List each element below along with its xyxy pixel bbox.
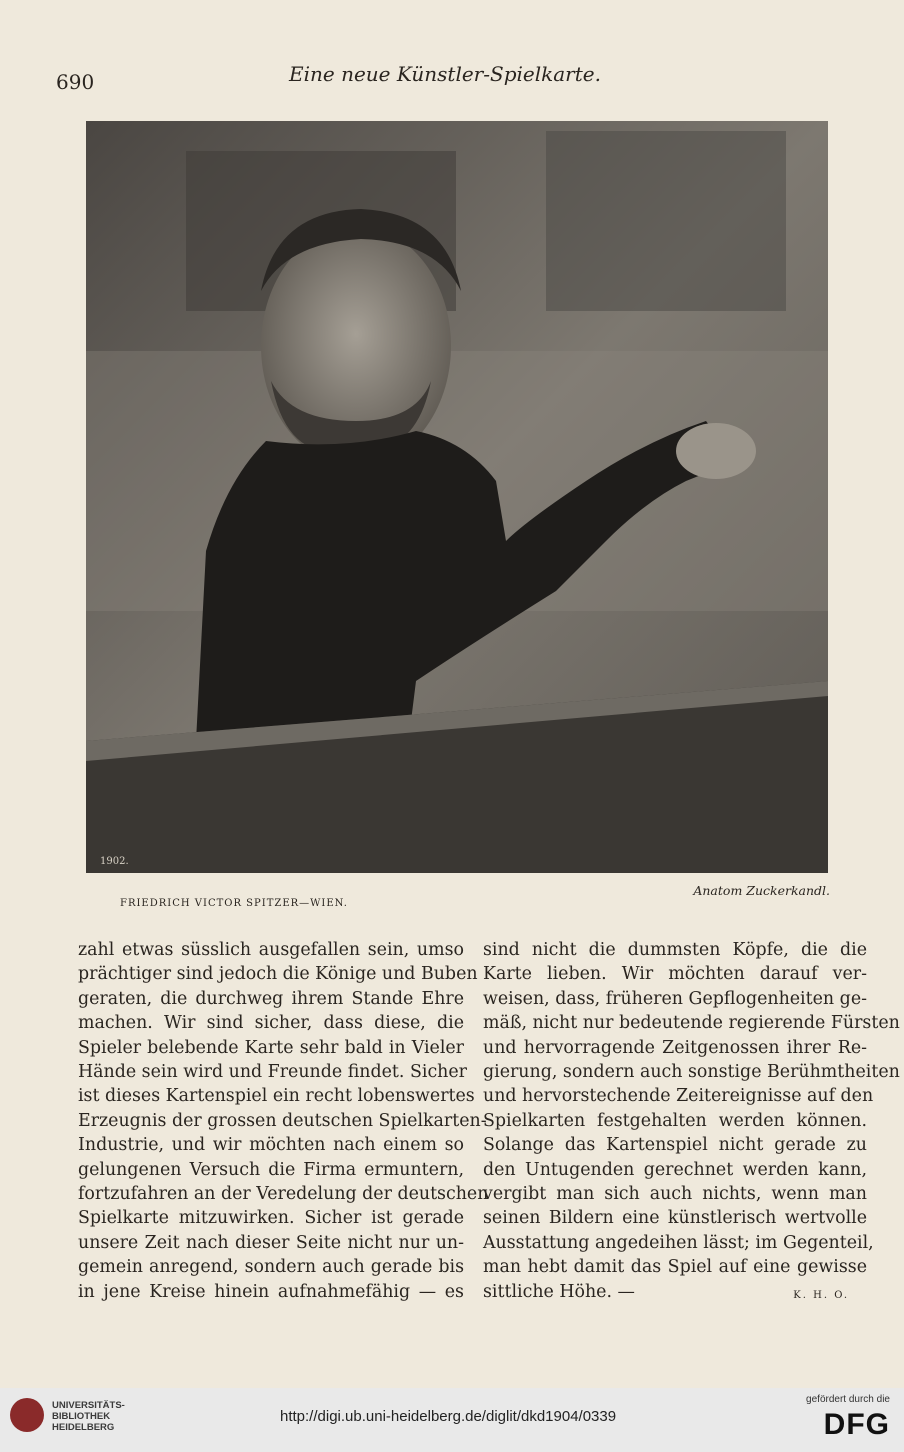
text-line: mäß, nicht nur bedeutende regierende Fürsten [483, 1013, 900, 1034]
text-line: Spieler belebende Karte sehr bald in Vieler [78, 1037, 464, 1058]
text-line: und hervorragende Zeitgenossen ihrer Re- [483, 1037, 867, 1058]
text-line: weisen, dass, früheren Gepflogenheiten ge- [483, 988, 867, 1009]
right-text-column [483, 938, 900, 1304]
text-line: unsere Zeit nach dieser Seite nicht nur un- [78, 1232, 464, 1253]
text-line: Karte lieben. Wir möchten darauf ver- [483, 964, 867, 985]
text-line: sittliche Höhe. — [483, 1281, 635, 1302]
dfg-logo: DFG [823, 1408, 890, 1441]
text-line: geraten, die durchweg ihrem Stande Ehre [78, 988, 464, 1009]
text-line: gemein anregend, sondern auch gerade bis [78, 1257, 464, 1278]
photo-monogram: 1902. [100, 856, 129, 867]
text-line: machen. Wir sind sicher, dass diese, die [78, 1013, 464, 1034]
text-line: prächtiger sind jedoch die Könige und Buben [78, 964, 478, 985]
figure-title: Anatom Zuckerkandl. [693, 883, 830, 898]
text-line: Spielkarten festgehalten werden können. [483, 1110, 867, 1131]
text-line: den Untugenden gerechnet werden kann, [483, 1159, 867, 1180]
text-line: Erzeugnis der grossen deutschen Spielkarten- [78, 1110, 487, 1131]
portrait-photo [86, 121, 828, 873]
library-name: UNIVERSITÄTS- BIBLIOTHEK HEIDELBERG [52, 1400, 125, 1433]
text-line: gierung, sondern auch sonstige Berühmtheiten [483, 1062, 900, 1083]
text-line: Spielkarte mitzuwirken. Sicher ist gerade [78, 1208, 464, 1229]
text-line: zahl etwas süsslich ausgefallen sein, umso [78, 940, 464, 960]
funded-by-label: gefördert durch die [806, 1394, 890, 1405]
text-line: in jene Kreise hinein aufnahmefähig — es [78, 1281, 464, 1302]
running-title: Eine neue Künstler-Spielkarte. [289, 62, 601, 86]
footer-bar [0, 1388, 904, 1452]
author-signature: K. H. O. [793, 1290, 849, 1301]
left-text-column [78, 938, 489, 1304]
text-line: fortzufahren an der Veredelung der deutschen [78, 1184, 489, 1205]
page-number: 690 [56, 70, 95, 94]
text-line: Industrie, und wir möchten nach einem so [78, 1135, 464, 1156]
photographer-credit: FRIEDRICH VICTOR SPITZER—WIEN. [120, 898, 348, 909]
text-line: vergibt man sich auch nichts, wenn man [483, 1184, 867, 1205]
text-line: und hervorstechende Zeitereignisse auf den [483, 1086, 874, 1107]
text-line: seinen Bildern eine künstlerisch wertvolle [483, 1208, 867, 1229]
text-line: Ausstattung angedeihen lässt; im Gegenteil, [483, 1232, 874, 1253]
text-line: gelungenen Versuch die Firma ermuntern, [78, 1159, 464, 1180]
text-line: Solange das Kartenspiel nicht gerade zu [483, 1135, 867, 1156]
university-seal-icon [10, 1398, 44, 1432]
text-line: ist dieses Kartenspiel ein recht lobenswertes [78, 1086, 475, 1107]
text-line: sind nicht die dummsten Köpfe, die die [483, 940, 867, 960]
text-line: Hände sein wird und Freunde findet. Sicher [78, 1062, 467, 1083]
permalink-url[interactable]: http://digi.ub.uni-heidelberg.de/diglit/dkd1904/0339 [280, 1408, 617, 1425]
text-line: man hebt damit das Spiel auf eine gewisse [483, 1257, 867, 1278]
